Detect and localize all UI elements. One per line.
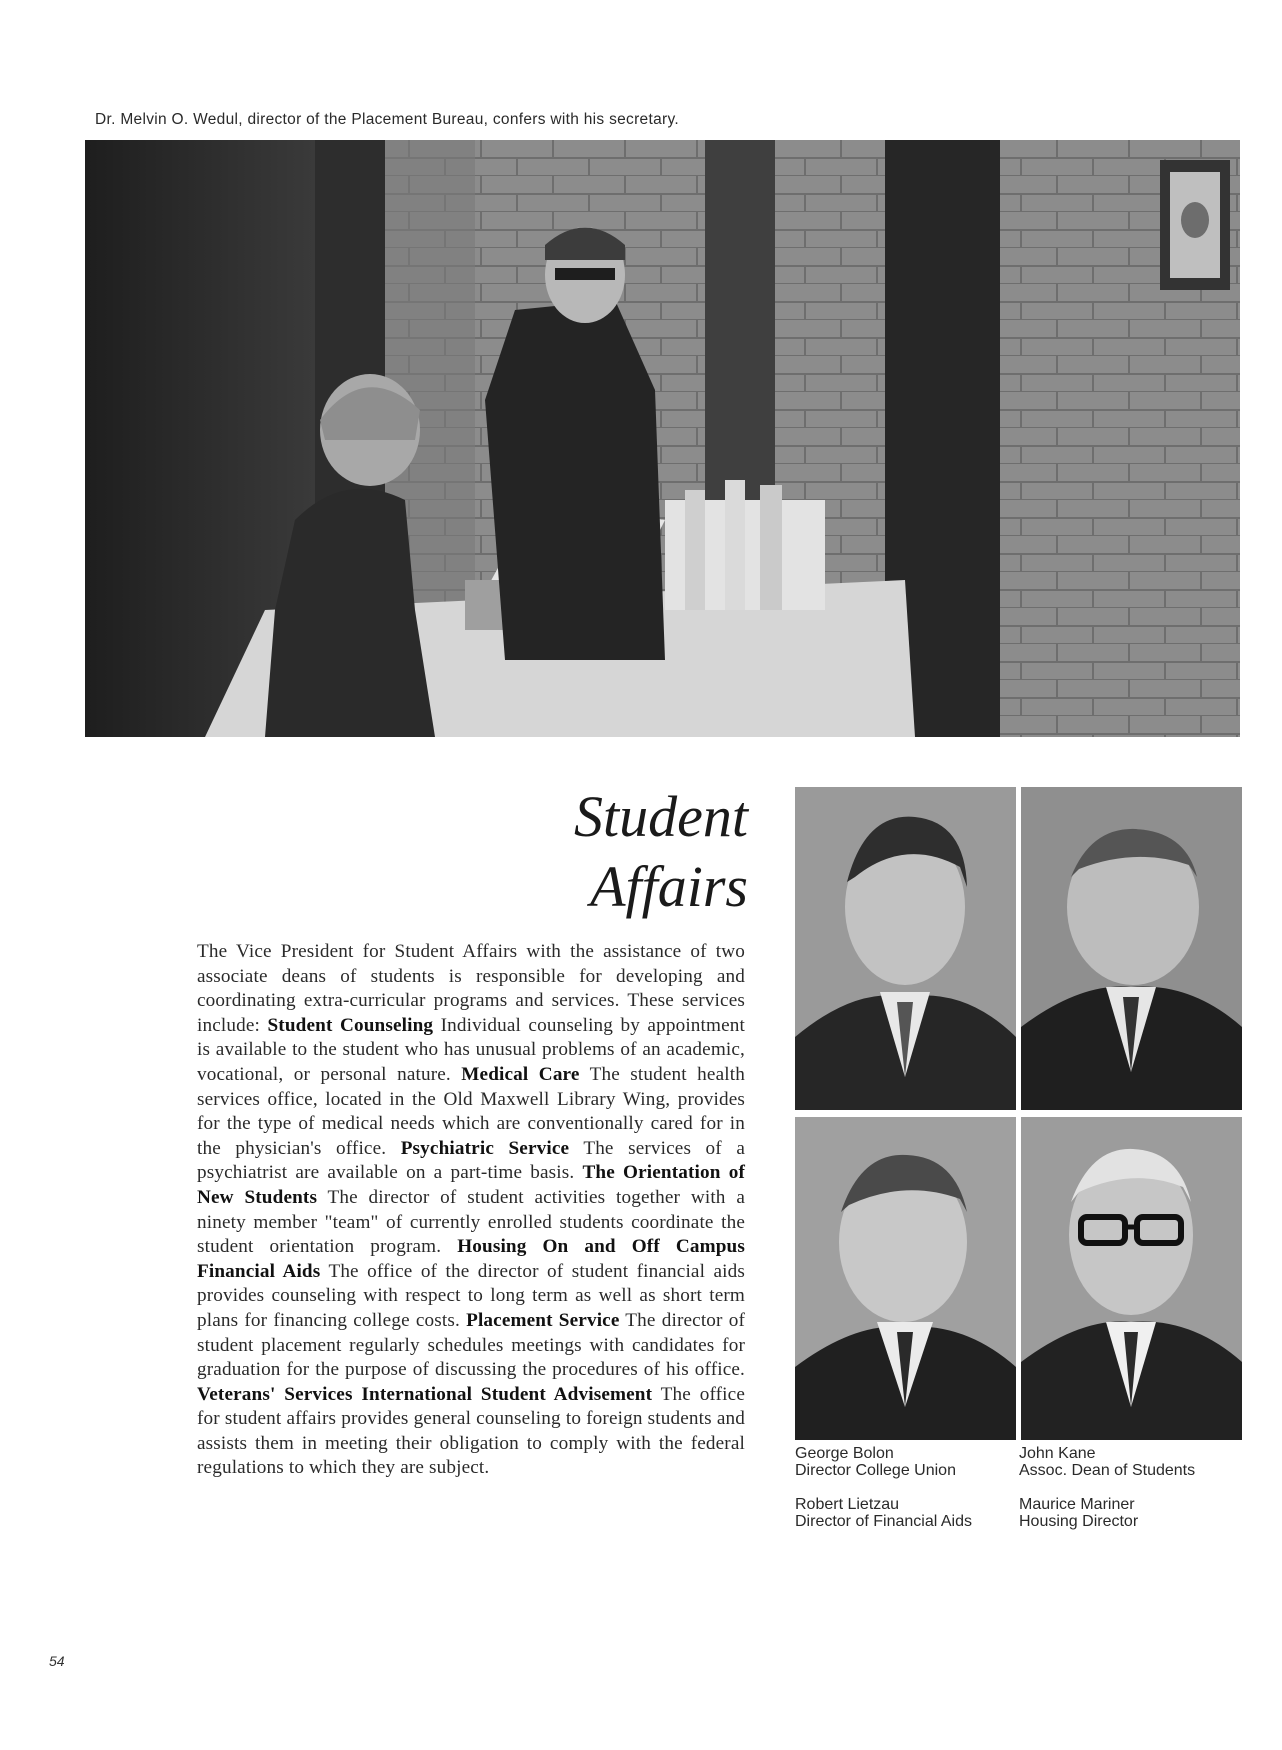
- staff-title: Director College Union: [795, 1462, 956, 1479]
- body-heading-housing-financial-aids: Housing On and Off Campus Financial Aids: [197, 1236, 745, 1282]
- title-line-2: Affairs: [590, 854, 748, 919]
- placement-bureau-photo: [85, 140, 1240, 737]
- staff-title: Assoc. Dean of Students: [1019, 1462, 1196, 1479]
- body-text-run: Individual counseling by appointment is available to the student who has unusual problems of an academic, vocational, or personal nature.: [197, 1014, 745, 1085]
- title-line-1: Student: [574, 784, 748, 849]
- staff-label-maurice-mariner: [1019, 1496, 1138, 1530]
- staff-title: Housing Director: [1019, 1513, 1139, 1530]
- body-text-run: The office for student affairs provides general counseling to foreign students and assists them in meeting their obligation to comply with the federal regulations to which they are subject.: [197, 1383, 745, 1479]
- body-heading-veterans-services: Veterans' Services International Student Advisement: [197, 1383, 653, 1405]
- body-heading-orientation: The Orientation of New Students: [197, 1162, 745, 1208]
- section-title: [574, 782, 748, 922]
- body-text-run: The student health services office, located in the Old Maxwell Library Wing, provides for the type of medical needs which are conventionally cared for in the physician's office.: [197, 1063, 745, 1159]
- page-number: 54: [49, 1653, 65, 1669]
- body-text-run: The office of the director of student financial aids provides counseling with respect to long term as well as short term plans for financing college costs.: [197, 1260, 745, 1331]
- staff-label-george-bolon: [795, 1445, 956, 1479]
- body-text-run: The director of student activities together with a ninety member "team" of currently enrolled students coordinate the student orientation program.: [197, 1186, 745, 1258]
- body-heading-psychiatric-service: Psychiatric Service: [400, 1137, 570, 1159]
- body-heading-student-counseling: Student Counseling: [267, 1014, 434, 1036]
- body-heading-placement-service: Placement Service: [466, 1309, 620, 1331]
- portrait-robert-lietzau: [795, 1117, 1016, 1440]
- body-text-run: The director of student placement regularly schedules meetings with candidates for graduation for the purpose of discussing the procedures of his office.: [197, 1309, 745, 1381]
- staff-label-john-kane: [1019, 1445, 1195, 1479]
- portrait-george-bolon: [795, 787, 1016, 1110]
- staff-label-robert-lietzau: [795, 1496, 972, 1530]
- body-heading-medical-care: Medical Care: [461, 1063, 580, 1085]
- staff-title: Director of Financial Aids: [795, 1513, 972, 1530]
- photo-caption: Dr. Melvin O. Wedul, director of the Placement Bureau, confers with his secretary.: [95, 111, 679, 128]
- portrait-maurice-mariner: [1021, 1117, 1242, 1440]
- staff-name: Maurice Mariner: [1019, 1496, 1135, 1513]
- body-text-run: The services of a psychiatrist are available on a part-time basis.: [197, 1137, 745, 1184]
- staff-name: John Kane: [1019, 1445, 1096, 1462]
- staff-name: Robert Lietzau: [795, 1496, 900, 1513]
- body-text-run: The Vice President for Student Affairs with the assistance of two associate deans of students is responsible for developing and coordinating extra-curricular programs and services. These services include:: [197, 941, 745, 1036]
- staff-name: George Bolon: [795, 1445, 894, 1462]
- portrait-john-kane: [1021, 787, 1242, 1110]
- body-paragraph: [197, 940, 745, 1481]
